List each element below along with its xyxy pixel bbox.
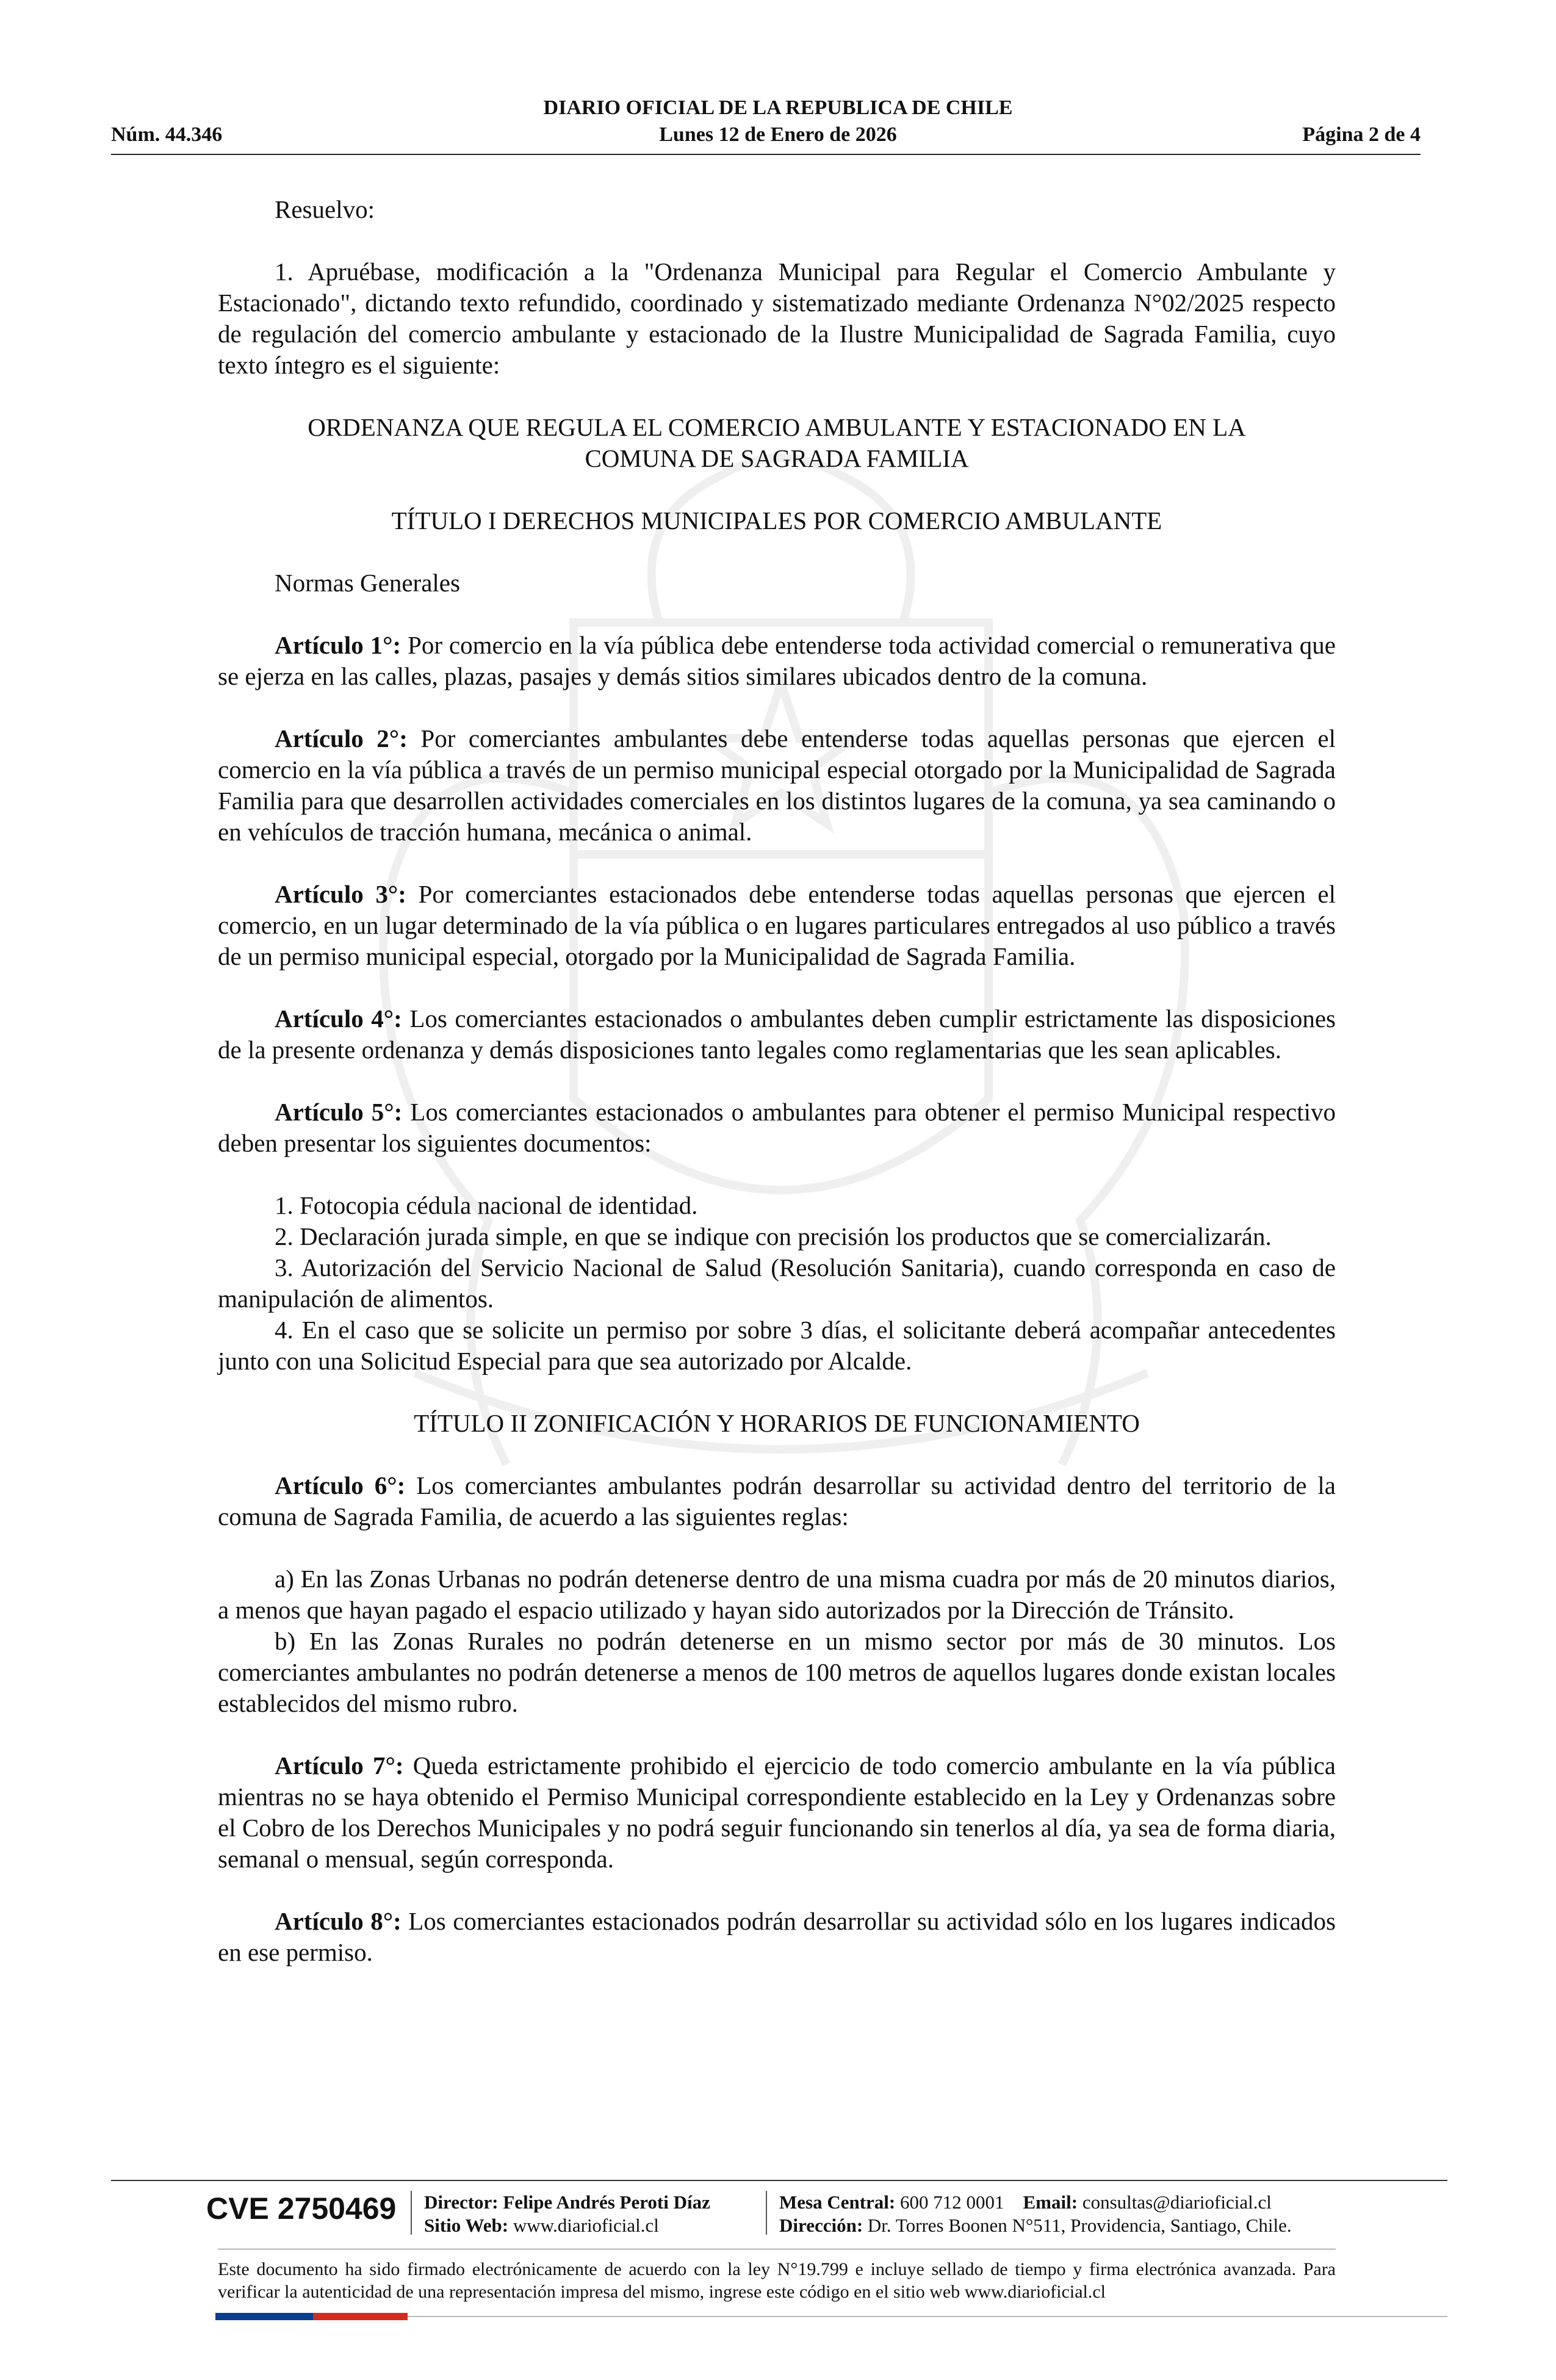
ordinance-title-line2: COMUNA DE SAGRADA FAMILIA xyxy=(585,444,969,472)
article-1 xyxy=(218,630,1336,692)
website-label: Sitio Web: xyxy=(424,2215,509,2236)
article-8 xyxy=(218,1906,1336,1968)
intro-paragraph: 1. Apruébase, modificación a la "Ordenanza Municipal para Regular el Comercio Ambulante y Estacionado", dictando texto refundido, coordinado y sistematizado mediante Ordenanza N°02/2025 respecto de regulación del comercio ambulante y estacionado de la Ilustre Municipalidad de Sagrada Familia, cuyo texto íntegro es el siguiente: xyxy=(218,258,1336,379)
article-1-text: Por comercio en la vía pública debe entenderse toda actividad comercial o remunerativa que se ejerza en las calles, plazas, pasajes y demás sitios similares ubicados dentro de la comuna. xyxy=(218,631,1336,690)
article-5-text: Los comerciantes estacionados o ambulantes para obtener el permiso Municipal respectivo deben presentar los siguientes documentos: xyxy=(218,1098,1336,1157)
article-4-text: Los comerciantes estacionados o ambulantes deben cumplir estrictamente las disposiciones de la presente ordenanza y demás disposiciones tanto legales como reglamentarias que les sean aplicables. xyxy=(218,1004,1336,1064)
email-label: Email: xyxy=(1023,2191,1078,2213)
article-5-item: 3. Autorización del Servicio Nacional de Salud (Resolución Sanitaria), cuando corresponda en caso de manipulación de alimentos. xyxy=(218,1253,1336,1313)
mesa-label: Mesa Central: xyxy=(779,2191,896,2213)
flag-stripe-red xyxy=(313,2313,408,2320)
article-1-label: Artículo 1°: xyxy=(275,631,402,659)
title-2-heading: TÍTULO II ZONIFICACIÓN Y HORARIOS DE FUNCIONAMIENTO xyxy=(414,1409,1140,1437)
footer-divider xyxy=(111,2180,1447,2181)
flag-stripe-blue xyxy=(215,2313,313,2320)
address-value: Dr. Torres Boonen N°511, Providencia, Santiago, Chile. xyxy=(867,2215,1292,2236)
article-4 xyxy=(218,1003,1336,1066)
article-8-text: Los comerciantes estacionados podrán desarrollar su actividad sólo en los lugares indicados en ese permiso. xyxy=(218,1907,1336,1966)
article-3-text: Por comerciantes estacionados debe entenderse todas aquellas personas que ejercen el comercio, en un lugar determinado de la vía pública o en lugares particulares entregados al uso público a través de un permiso municipal especial, otorgado por la Municipalidad de Sagrada Familia. xyxy=(218,880,1336,970)
cve-code: CVE 2750469 xyxy=(206,2191,397,2226)
contact-line xyxy=(779,2191,1272,2214)
article-2-text: Por comerciantes ambulantes debe entenderse todas aquellas personas que ejercen el comercio en la vía pública a través de un permiso municipal especial otorgado por la Municipalidad de Sagrada Familia para que desarrollen actividades comerciales en los distintos lugares de la comuna, ya sea caminando o en vehículos de tracción humana, mecánica o animal. xyxy=(218,724,1336,846)
article-6-text: Los comerciantes ambulantes podrán desarrollar su actividad dentro del territorio de la comuna de Sagrada Familia, de acuerdo a las siguientes reglas: xyxy=(218,1471,1336,1531)
ordinance-title-line1: ORDENANZA QUE REGULA EL COMERCIO AMBULANTE Y ESTACIONADO EN LA xyxy=(308,413,1246,441)
address-line xyxy=(779,2214,1292,2237)
resuelvo-label: Resuelvo: xyxy=(275,195,375,223)
publication-name: DIARIO OFICIAL DE LA REPUBLICA DE CHILE xyxy=(543,96,1013,119)
article-6-label: Artículo 6°: xyxy=(275,1471,406,1499)
article-2 xyxy=(218,723,1336,848)
header-divider xyxy=(111,154,1421,155)
footer-bottom-line xyxy=(408,2316,1447,2317)
address-label: Dirección: xyxy=(779,2215,863,2236)
article-3 xyxy=(218,879,1336,972)
publication-date: Lunes 12 de Enero de 2026 xyxy=(659,123,897,146)
article-5 xyxy=(218,1097,1336,1159)
article-6-rule-b: b) En las Zonas Rurales no podrán detenerse en un mismo sector por más de 30 minutos. Los comerciantes ambulantes no podrán detenerse a menos de 100 metros de aquellos lugares donde existan locales establecidos del mismo rubro. xyxy=(218,1627,1336,1717)
article-4-label: Artículo 4°: xyxy=(275,1004,402,1033)
website-line xyxy=(424,2214,659,2237)
issue-number: Núm. 44.346 xyxy=(111,123,223,146)
document-body xyxy=(218,194,1336,1968)
footer-separator xyxy=(411,2191,412,2235)
article-3-label: Artículo 3°: xyxy=(275,880,406,908)
mesa-phone: 600 712 0001 xyxy=(900,2191,1004,2213)
legal-notice: Este documento ha sido firmado electrónicamente de acuerdo con la ley N°19.799 e incluye sellado de tiempo y firma electrónica avanzada. Para verificar la autenticidad de una representación impresa del mismo, ingrese este código en el sitio web www.diarioficial.cl xyxy=(218,2259,1336,2302)
website-link[interactable]: www.diarioficial.cl xyxy=(513,2215,659,2236)
article-8-label: Artículo 8°: xyxy=(275,1907,402,1935)
article-2-label: Artículo 2°: xyxy=(275,724,408,752)
article-7 xyxy=(218,1750,1336,1875)
article-5-item: 1. Fotocopia cédula nacional de identidad. xyxy=(275,1191,698,1219)
page-number: Página 2 de 4 xyxy=(1302,123,1421,146)
director-label: Director: xyxy=(424,2191,499,2213)
article-7-text: Queda estrictamente prohibido el ejercicio de todo comercio ambulante en la vía pública mientras no se haya obtenido el Permiso Municipal correspondiente establecido en la Ley y Ordenanzas sobre el Cobro de los Derechos Municipales y no podrá seguir funcionando sin tenerlos al día, ya sea de forma diaria, semanal o mensual, según corresponda. xyxy=(218,1751,1336,1873)
footer-separator xyxy=(766,2191,767,2235)
director-line xyxy=(424,2191,710,2214)
article-6-rule-a: a) En las Zonas Urbanas no podrán detenerse dentro de una misma cuadra por más de 20 minutos diarios, a menos que hayan pagado el espacio utilizado y hayan sido autorizados por la Dirección de Tránsito. xyxy=(218,1565,1336,1624)
general-norms-heading: Normas Generales xyxy=(275,569,460,597)
title-1-heading: TÍTULO I DERECHOS MUNICIPALES POR COMERCIO AMBULANTE xyxy=(391,507,1162,535)
article-7-label: Artículo 7°: xyxy=(275,1751,404,1780)
article-5-item: 2. Declaración jurada simple, en que se indique con precisión los productos que se comercializarán. xyxy=(275,1222,1272,1250)
article-5-item: 4. En el caso que se solicite un permiso por sobre 3 días, el solicitante deberá acompañar antecedentes junto con una Solicitud Especial para que sea autorizado por Alcalde. xyxy=(218,1316,1336,1375)
email-link[interactable]: consultas@diarioficial.cl xyxy=(1082,2191,1272,2213)
director-name: Felipe Andrés Peroti Díaz xyxy=(503,2191,710,2213)
article-6 xyxy=(218,1470,1336,1532)
article-5-label: Artículo 5°: xyxy=(275,1098,403,1126)
